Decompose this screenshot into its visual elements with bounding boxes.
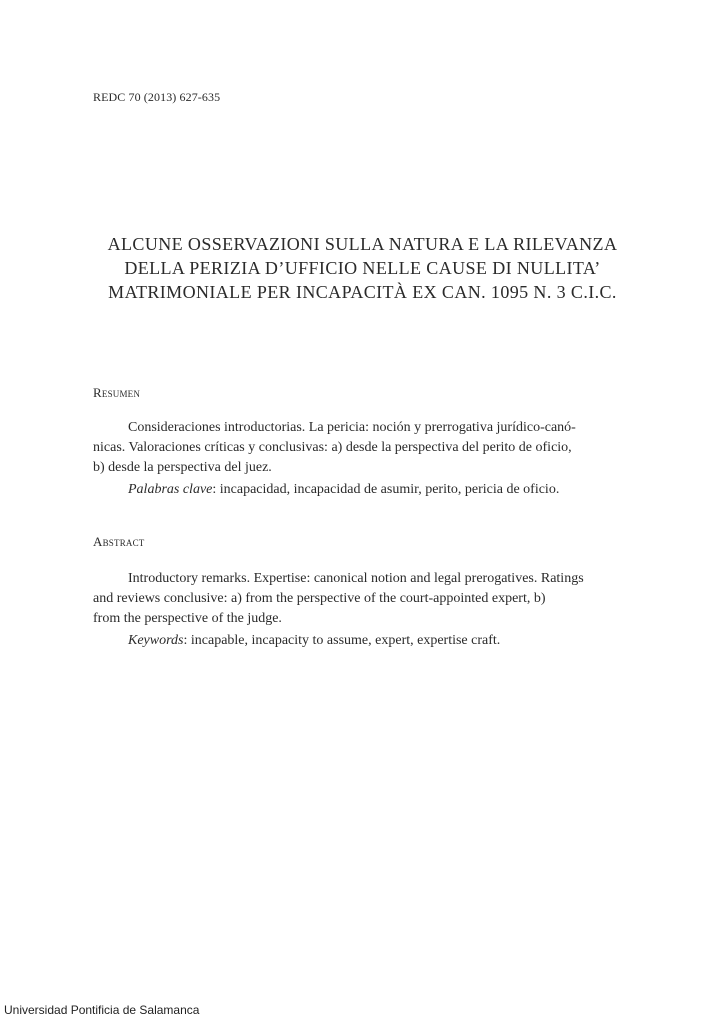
resumen-line: b) desde la perspectiva del juez. xyxy=(93,460,272,475)
resumen-keywords xyxy=(93,480,623,500)
resumen-heading: Resumen xyxy=(93,385,141,400)
resumen-section xyxy=(93,418,623,500)
keywords-text: : incapable, incapacity to assume, expert, expertise craft. xyxy=(183,633,501,648)
abstract-line: Introductory remarks. Expertise: canonical notion and legal prerogatives. Ratings xyxy=(128,571,584,586)
keywords-label: Palabras clave xyxy=(128,482,213,497)
abstract-heading: Abstract xyxy=(93,534,145,549)
abstract-line: and reviews conclusive: a) from the perspective of the court-appointed expert, b) xyxy=(93,591,546,606)
resumen-line: nicas. Valoraciones críticas y conclusivas: a) desde la perspectiva del perito de oficio, xyxy=(93,440,572,455)
title-line: ALCUNE OSSERVAZIONI SULLA NATURA E LA RILEVANZA xyxy=(107,234,618,254)
resumen-line: Consideraciones introductorias. La pericia: noción y prerrogativa jurídico-canó- xyxy=(128,420,576,435)
journal-reference: REDC 70 (2013) 627-635 xyxy=(93,90,221,104)
title-line: MATRIMONIALE PER INCAPACITÀ EX CAN. 1095 N. 3 C.I.C. xyxy=(108,282,617,302)
title-line: DELLA PERIZIA D’UFFICIO NELLE CAUSE DI NULLITA’ xyxy=(124,258,601,278)
abstract-section xyxy=(93,569,623,651)
abstract-paragraph xyxy=(93,569,623,629)
resumen-paragraph xyxy=(93,418,623,478)
abstract-keywords xyxy=(93,631,623,651)
footer-credit: Universidad Pontificia de Salamanca xyxy=(4,1003,200,1017)
keywords-text: : incapacidad, incapacidad de asumir, perito, pericia de oficio. xyxy=(212,482,560,497)
article-title xyxy=(60,232,665,304)
abstract-line: from the perspective of the judge. xyxy=(93,611,282,626)
keywords-label: Keywords xyxy=(128,633,184,648)
